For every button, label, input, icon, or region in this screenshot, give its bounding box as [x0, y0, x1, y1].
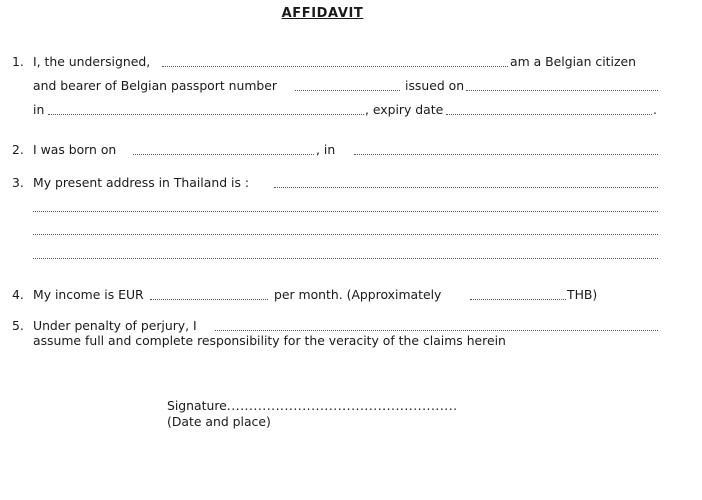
signature-label: Signature	[167, 398, 227, 413]
birth-place-field[interactable]	[354, 154, 658, 155]
address-field-line-1[interactable]	[274, 187, 658, 188]
passport-number-field[interactable]	[295, 90, 400, 91]
income-eur-field[interactable]	[150, 299, 268, 300]
issued-on-field[interactable]	[466, 90, 658, 91]
income-thb-field[interactable]	[470, 299, 566, 300]
item-1-number: 1.	[12, 54, 24, 69]
item-3-number: 3.	[12, 175, 24, 190]
period-mark: .	[653, 102, 657, 117]
address-field-line-2[interactable]	[33, 211, 658, 212]
address-field-line-3[interactable]	[33, 234, 658, 235]
per-month-label: per month. (Approximately	[274, 287, 442, 302]
expiry-date-field[interactable]	[446, 114, 652, 115]
item-1-undersigned-label: I, the undersigned,	[33, 54, 151, 69]
issued-place-field[interactable]	[48, 114, 364, 115]
thb-label: THB)	[567, 287, 598, 302]
passport-label: and bearer of Belgian passport number	[33, 78, 278, 93]
born-on-label: I was born on	[33, 142, 117, 157]
expiry-date-label: , expiry date	[365, 102, 444, 117]
address-field-line-4[interactable]	[33, 258, 658, 259]
born-in-label: , in	[316, 142, 336, 157]
perjury-label: Under penalty of perjury, I	[33, 318, 197, 333]
citizen-label: am a Belgian citizen	[510, 54, 636, 69]
issued-on-label: issued on	[405, 78, 465, 93]
date-place-label: (Date and place)	[167, 414, 271, 429]
item-5-number: 5.	[12, 318, 24, 333]
address-label: My present address in Thailand is :	[33, 175, 250, 190]
document-title: AFFIDAVIT	[281, 6, 364, 21]
declarant-name-field[interactable]	[215, 330, 658, 331]
signature-dots: ....................................................	[226, 398, 458, 413]
item-2-number: 2.	[12, 142, 24, 157]
name-field[interactable]	[162, 66, 508, 67]
responsibility-statement: assume full and complete responsibility for the veracity of the claims herein	[33, 333, 506, 348]
item-4-number: 4.	[12, 287, 24, 302]
income-label: My income is EUR	[33, 287, 144, 302]
birth-date-field[interactable]	[133, 154, 314, 155]
issued-in-label: in	[33, 102, 45, 117]
signature-line[interactable]	[167, 398, 458, 413]
